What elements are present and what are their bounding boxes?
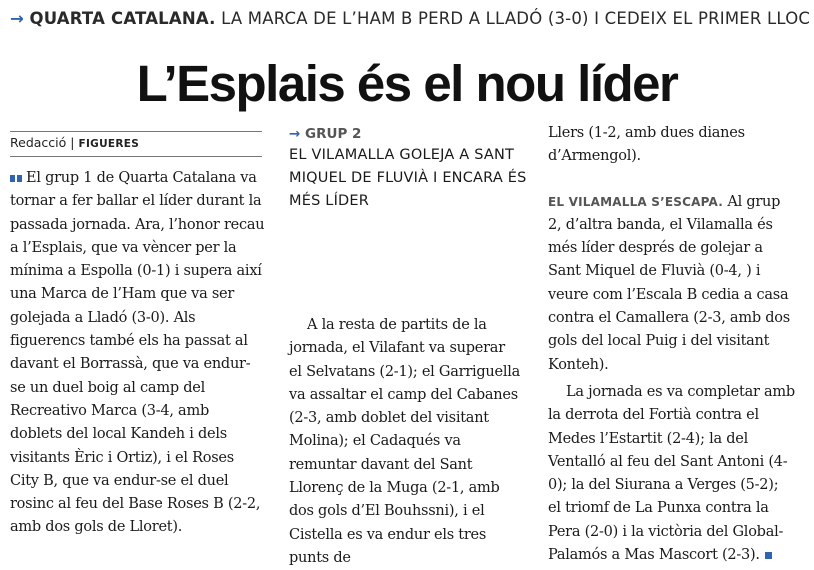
col3-paragraph-1: Al grup 2, d’altra banda, el Vilamalla és més líder després de golejar a Sant Miquel de Fluvià (0-4, ) i veure com l’Escala B cedia a casa contra el Camallera (2-3, amb dos gols del local Puig i del visitant Konteh). bbox=[548, 193, 790, 373]
subsection-label: GRUP 2 bbox=[305, 126, 362, 142]
byline-separator: | bbox=[70, 135, 75, 150]
runin-heading: EL VILAMALLA S’ESCAPA. bbox=[548, 194, 723, 209]
arrow-right-icon: → bbox=[289, 126, 301, 142]
end-marker-icon bbox=[765, 552, 772, 559]
byline-place: FIGUERES bbox=[78, 138, 140, 150]
lead-marker-icon bbox=[10, 175, 22, 182]
col3-paragraph-2: La jornada es va completar amb la derrota del Fortià contra el Medes l’Estartit (2-4); la del Ventalló al feu del Sant Antoni (4-0); la del Siurana a Verges (5-2); el triomf de La Punxa contra la Pera (2-0) i la victòria del Global-Palamós a Mas Mascort (2-3). bbox=[548, 383, 795, 564]
headline: L’Esplais és el nou líder bbox=[136, 55, 678, 112]
section-label: QUARTA CATALANA. bbox=[29, 9, 216, 28]
subsection-grup-2 bbox=[289, 126, 529, 213]
subsection-header: EL VILAMALLA GOLEJA A SANT MIQUEL DE FLUVIÀ I ENCARA ÉS MÉS LÍDER bbox=[289, 147, 527, 209]
col3-continuation: Llers (1-2, amb dues dianes d’Armengol). bbox=[548, 125, 745, 165]
byline bbox=[10, 131, 262, 157]
article-column-2 bbox=[289, 314, 521, 570]
kicker-line bbox=[10, 9, 810, 35]
arrow-right-icon: → bbox=[10, 9, 25, 28]
article-column-1 bbox=[10, 167, 265, 540]
article-column-3 bbox=[548, 122, 795, 567]
col1-paragraph: El grup 1 de Quarta Catalana va tornar a fer ballar el líder durant la passada jornada. Ara, l’honor recau a l’Esplais, que va vèncer per la mínima a Espolla (0-1) i supera així una Marca de l’Ham que va ser golejada a Lladó (3-0). Als figuerencs també els ha passat al davant el Borrassà, que va endur-se un duel boig al camp del Recreativo Marca (3-4, amb doblets del local Kandeh i dels visitants Èric i Ortiz), i el Roses City B, que va endur-se el duel rosinc al feu del Base Roses B (2-2, amb dos gols de Lloret). bbox=[10, 170, 265, 536]
byline-author: Redacció bbox=[10, 135, 67, 150]
col2-paragraph: A la resta de partits de la jornada, el Vilafant va superar el Selvatans (2-1); el Garriguella va assaltar el camp del Cabanes (2-3, amb doblet del visitant Molina); el Cadaqués va remuntar davant del Sant Llorenç de la Muga (2-1, amb dos gols d’El Bouhssni), i el Cistella es va endur els tres punts de bbox=[289, 317, 521, 566]
kicker-subtitle: LA MARCA DE L’HAM B PERD A LLADÓ (3-0) I CEDEIX EL PRIMER LLOC bbox=[221, 9, 811, 28]
